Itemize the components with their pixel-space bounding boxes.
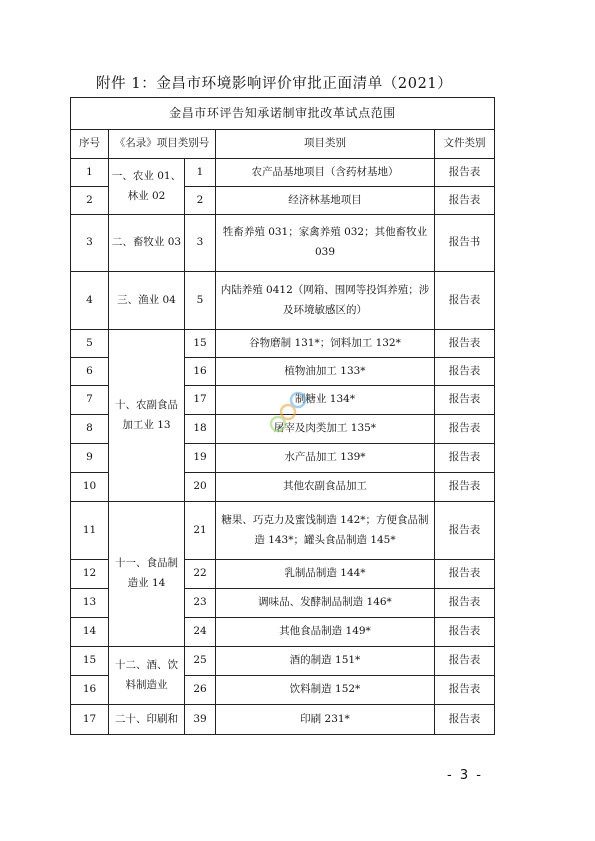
row-code: 15: [185, 330, 216, 358]
table-header-row: [71, 130, 495, 159]
row-category: 水产品加工 139*: [216, 444, 435, 473]
table-row: [71, 705, 495, 735]
row-code: 3: [185, 215, 216, 272]
row-code: 23: [185, 589, 216, 618]
row-doc: 报告书: [435, 215, 495, 272]
group-agrifood: 十、农副食品加工业 13: [109, 330, 185, 502]
table-row: [71, 272, 495, 330]
row-seq: 2: [71, 187, 109, 215]
row-category: 屠宰及肉类加工 135*: [216, 415, 435, 444]
row-category: 经济林基地项目: [216, 187, 435, 215]
row-code: 19: [185, 444, 216, 473]
row-category: 酒的制造 151*: [216, 647, 435, 676]
row-category: 印刷 231*: [216, 705, 435, 735]
row-category: 其他食品制造 149*: [216, 618, 435, 647]
row-doc: 报告表: [435, 444, 495, 473]
group-fishery: 三、渔业 04: [109, 272, 185, 330]
row-code: 25: [185, 647, 216, 676]
row-seq: 5: [71, 330, 109, 358]
table-row: [71, 215, 495, 272]
row-doc: 报告表: [435, 705, 495, 735]
row-code: 2: [185, 187, 216, 215]
row-category: 内陆养殖 0412（网箱、围网等投饵养殖；涉及环境敏感区的）: [216, 272, 435, 330]
row-code: 16: [185, 358, 216, 386]
row-code: 1: [185, 159, 216, 187]
watermark-logo: [266, 388, 310, 438]
row-code: 24: [185, 618, 216, 647]
row-doc: 报告表: [435, 272, 495, 330]
row-seq: 1: [71, 159, 109, 187]
header-category: 项目类别: [216, 130, 435, 159]
row-code: 20: [185, 473, 216, 502]
row-code: 5: [185, 272, 216, 330]
row-category: 植物油加工 133*: [216, 358, 435, 386]
group-food: 十一、食品制造业 14: [109, 502, 185, 647]
row-doc: 报告表: [435, 502, 495, 560]
table-row: [71, 647, 495, 676]
row-doc: 报告表: [435, 676, 495, 705]
row-doc: 报告表: [435, 159, 495, 187]
row-doc: 报告表: [435, 618, 495, 647]
row-seq: 17: [71, 705, 109, 735]
row-seq: 9: [71, 444, 109, 473]
header-catalog: 《名录》项目类别号: [109, 130, 216, 159]
row-doc: 报告表: [435, 358, 495, 386]
row-code: 21: [185, 502, 216, 560]
row-seq: 15: [71, 647, 109, 676]
row-doc: 报告表: [435, 560, 495, 589]
row-category: 其他农副食品加工: [216, 473, 435, 502]
group-livestock: 二、畜牧业 03: [109, 215, 185, 272]
row-code: 39: [185, 705, 216, 735]
row-category: 谷物磨制 131*；饲料加工 132*: [216, 330, 435, 358]
row-seq: 8: [71, 415, 109, 444]
row-category: 调味品、发酵制品制造 146*: [216, 589, 435, 618]
header-doc: 文件类别: [435, 130, 495, 159]
row-category: 牲畜养殖 031；家禽养殖 032；其他畜牧业 039: [216, 215, 435, 272]
table-row: [71, 330, 495, 358]
row-seq: 14: [71, 618, 109, 647]
row-seq: 16: [71, 676, 109, 705]
row-category: 制糖业 134*: [216, 386, 435, 415]
page-number: - 3 -: [447, 768, 483, 783]
row-doc: 报告表: [435, 647, 495, 676]
row-doc: 报告表: [435, 386, 495, 415]
row-seq: 13: [71, 589, 109, 618]
group-agri: 一、农业 01、林业 02: [109, 159, 185, 215]
row-seq: 3: [71, 215, 109, 272]
row-code: 26: [185, 676, 216, 705]
row-category: 糖果、巧克力及蜜饯制造 142*；方便食品制造 143*；罐头食品制造 145*: [216, 502, 435, 560]
row-seq: 7: [71, 386, 109, 415]
table-caption: 金昌市环评告知承诺制审批改革试点范围: [71, 98, 495, 130]
row-doc: 报告表: [435, 589, 495, 618]
row-category: 乳制品制造 144*: [216, 560, 435, 589]
row-code: 18: [185, 415, 216, 444]
row-seq: 6: [71, 358, 109, 386]
row-seq: 4: [71, 272, 109, 330]
group-printing: 二十、印刷和: [109, 705, 185, 735]
row-doc: 报告表: [435, 415, 495, 444]
table-row: [71, 159, 495, 187]
row-doc: 报告表: [435, 473, 495, 502]
header-seq: 序号: [71, 130, 109, 159]
table-row: [71, 502, 495, 560]
row-seq: 11: [71, 502, 109, 560]
row-code: 22: [185, 560, 216, 589]
row-category: 饮料制造 152*: [216, 676, 435, 705]
row-code: 17: [185, 386, 216, 415]
row-category: 农产品基地项目（含药材基地）: [216, 159, 435, 187]
group-beverage: 十二、酒、饮料制造业: [109, 647, 185, 705]
row-seq: 10: [71, 473, 109, 502]
row-seq: 12: [71, 560, 109, 589]
row-doc: 报告表: [435, 187, 495, 215]
row-doc: 报告表: [435, 330, 495, 358]
page-heading: 附件 1：金昌市环境影响评价审批正面清单（2021）: [96, 76, 453, 92]
table-caption-row: [71, 98, 495, 130]
